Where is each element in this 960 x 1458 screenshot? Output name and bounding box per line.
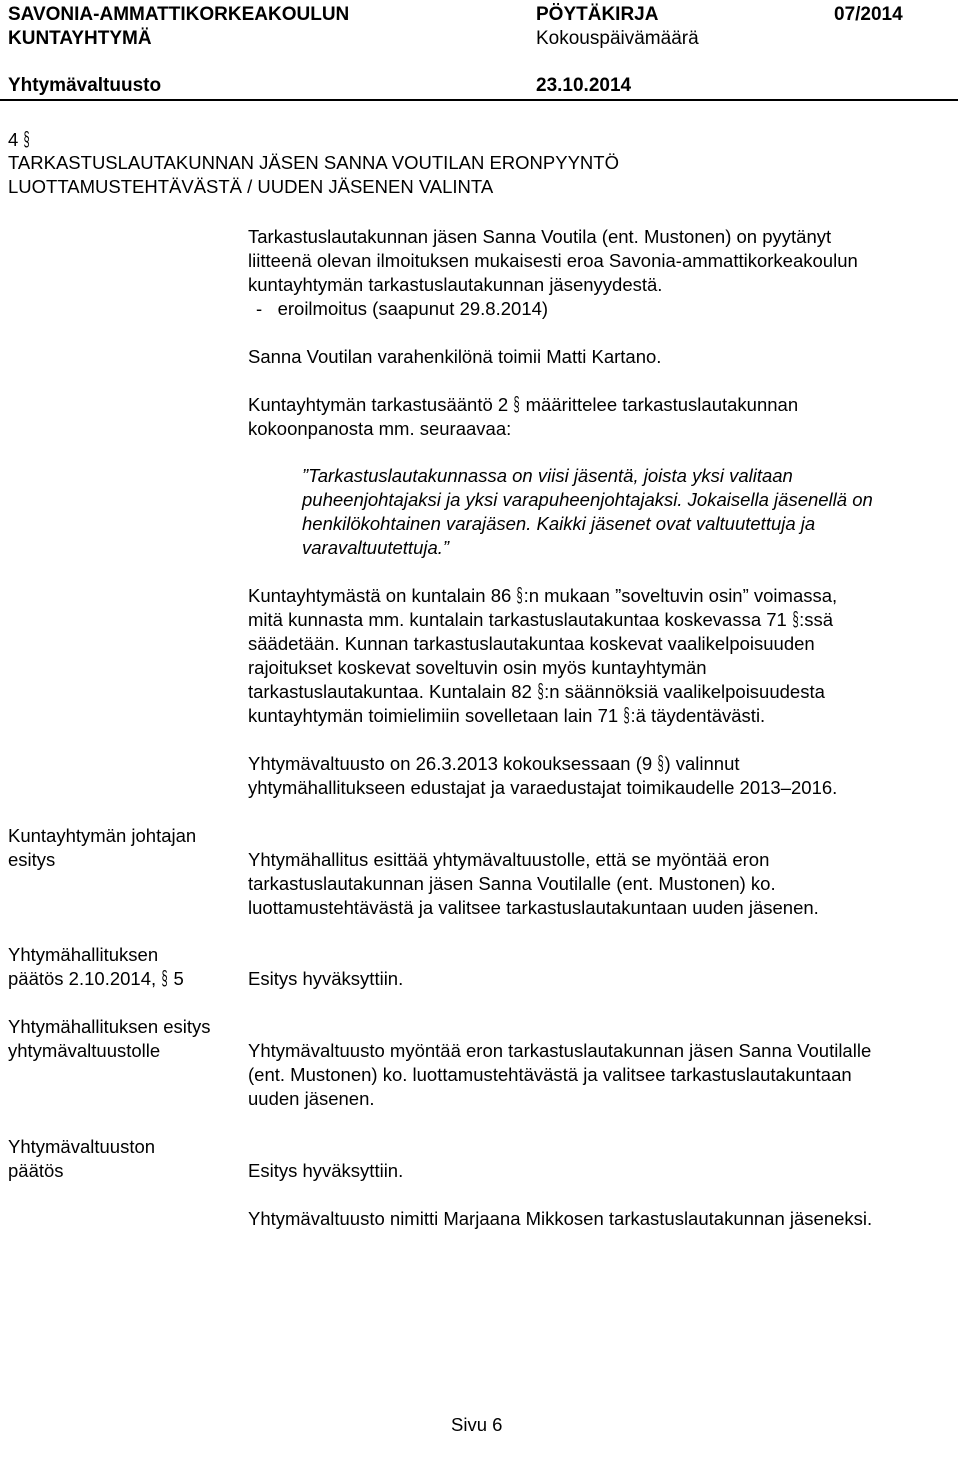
quote-line4: varavaltuutettuja.” bbox=[302, 537, 450, 558]
header-body-name: Yhtymävaltuusto bbox=[8, 75, 162, 96]
board-decision-label-line2: päätös 2.10.2014, § 5 bbox=[8, 968, 184, 990]
proposal-text-line1: Yhtymähallitus esittää yhtymävaltuustolle, että se myöntää eron bbox=[248, 849, 770, 870]
body-paragraph3-line1: Kuntayhtymän tarkastusääntö 2 § määrittelee tarkastuslautakunnan bbox=[248, 394, 799, 416]
body-paragraph4-line6: kuntayhtymän toimielimiin sovelletaan lain 71 §:ä täydentävästi. bbox=[248, 705, 766, 727]
header-organization-line2: KUNTAYHTYMÄ bbox=[8, 28, 152, 49]
proposal-text-line2: tarkastuslautakunnan jäsen Sanna Voutilalle (ent. Mustonen) ko. bbox=[248, 873, 776, 894]
board-decision-text: Esitys hyväksyttiin. bbox=[248, 968, 404, 989]
board-proposal-text-line1: Yhtymävaltuusto myöntää eron tarkastuslautakunnan jäsen Sanna Voutilalle bbox=[248, 1040, 872, 1061]
body-paragraph3-line2: kokoonpanosta mm. seuraavaa: bbox=[248, 418, 512, 439]
header-date-label: Kokouspäivämäärä bbox=[536, 28, 699, 49]
board-proposal-text-line3: uuden jäsenen. bbox=[248, 1088, 375, 1109]
board-proposal-label-line1: Yhtymähallituksen esitys bbox=[8, 1016, 211, 1037]
section-title-line2: LUOTTAMUSTEHTÄVÄSTÄ / UUDEN JÄSENEN VALINTA bbox=[8, 176, 494, 197]
header-organization-line1: SAVONIA-AMMATTIKORKEAKOULUN bbox=[8, 4, 350, 25]
quote-line2: puheenjohtajaksi ja yksi varapuheenjohtajaksi. Jokaisella jäsenellä on bbox=[302, 489, 873, 510]
body-paragraph5-line1: Yhtymävaltuusto on 26.3.2013 kokouksessaan (9 §) valinnut bbox=[248, 753, 740, 775]
council-decision-text: Esitys hyväksyttiin. bbox=[248, 1160, 404, 1181]
proposal-text-line3: luottamustehtävästä ja valitsee tarkastuslautakuntaan uuden jäsenen. bbox=[248, 897, 819, 918]
page-number: Sivu 6 bbox=[451, 1414, 503, 1435]
header-document-number: 07/2014 bbox=[834, 4, 903, 25]
body-paragraph4-line3: säädetään. Kunnan tarkastuslautakuntaa koskevat vaalikelpoisuuden bbox=[248, 633, 815, 654]
header-divider bbox=[0, 99, 958, 101]
body-paragraph2: Sanna Voutilan varahenkilönä toimii Matti Kartano. bbox=[248, 346, 662, 367]
section-number: 4 § bbox=[8, 129, 31, 151]
section-title-line1: TARKASTUSLAUTAKUNNAN JÄSEN SANNA VOUTILAN ERONPYYNTÖ bbox=[8, 152, 619, 173]
body-paragraph5-line2: yhtymähallitukseen edustajat ja varaedustajat toimikaudelle 2013–2016. bbox=[248, 777, 838, 798]
council-appointment-text: Yhtymävaltuusto nimitti Marjaana Mikkosen tarkastuslautakunnan jäseneksi. bbox=[248, 1208, 873, 1229]
body-paragraph1-line2: liitteenä olevan ilmoituksen mukaisesti eroa Savonia-ammattikorkeakoulun bbox=[248, 250, 858, 271]
council-decision-label-line2: päätös bbox=[8, 1160, 64, 1181]
proposal-label-line2: esitys bbox=[8, 849, 56, 870]
body-paragraph1-list-item: - eroilmoitus (saapunut 29.8.2014) bbox=[256, 298, 549, 319]
quote-line1: ”Tarkastuslautakunnassa on viisi jäsentä, joista yksi valitaan bbox=[302, 465, 793, 486]
body-paragraph4-line2: mitä kunnasta mm. kuntalain tarkastuslautakuntaa koskevassa 71 §:ssä bbox=[248, 609, 834, 631]
header-meeting-date: 23.10.2014 bbox=[536, 75, 632, 96]
body-paragraph1-line3: kuntayhtymän tarkastuslautakunnan jäsenyydestä. bbox=[248, 274, 663, 295]
quote-line3: henkilökohtainen varajäsen. Kaikki jäsenet ovat valtuutettuja ja bbox=[302, 513, 816, 534]
proposal-label-line1: Kuntayhtymän johtajan bbox=[8, 825, 197, 846]
body-paragraph4-line5: tarkastuslautakuntaa. Kuntalain 82 §:n säännöksiä vaalikelpoisuudesta bbox=[248, 681, 825, 703]
board-proposal-text-line2: (ent. Mustonen) ko. luottamustehtävästä ja valitsee tarkastuslautakuntaan bbox=[248, 1064, 852, 1085]
body-paragraph1-line1: Tarkastuslautakunnan jäsen Sanna Voutila (ent. Mustonen) on pyytänyt bbox=[248, 226, 832, 247]
board-proposal-label-line2: yhtymävaltuustolle bbox=[8, 1040, 161, 1061]
body-paragraph4-line4: rajoitukset koskevat soveltuvin osin myös kuntayhtymän bbox=[248, 657, 707, 678]
header-document-type: PÖYTÄKIRJA bbox=[536, 4, 659, 25]
board-decision-label-line1: Yhtymähallituksen bbox=[8, 944, 159, 965]
council-decision-label-line1: Yhtymävaltuuston bbox=[8, 1136, 156, 1157]
body-paragraph4-line1: Kuntayhtymästä on kuntalain 86 §:n mukaan ”soveltuvin osin” voimassa, bbox=[248, 585, 838, 607]
